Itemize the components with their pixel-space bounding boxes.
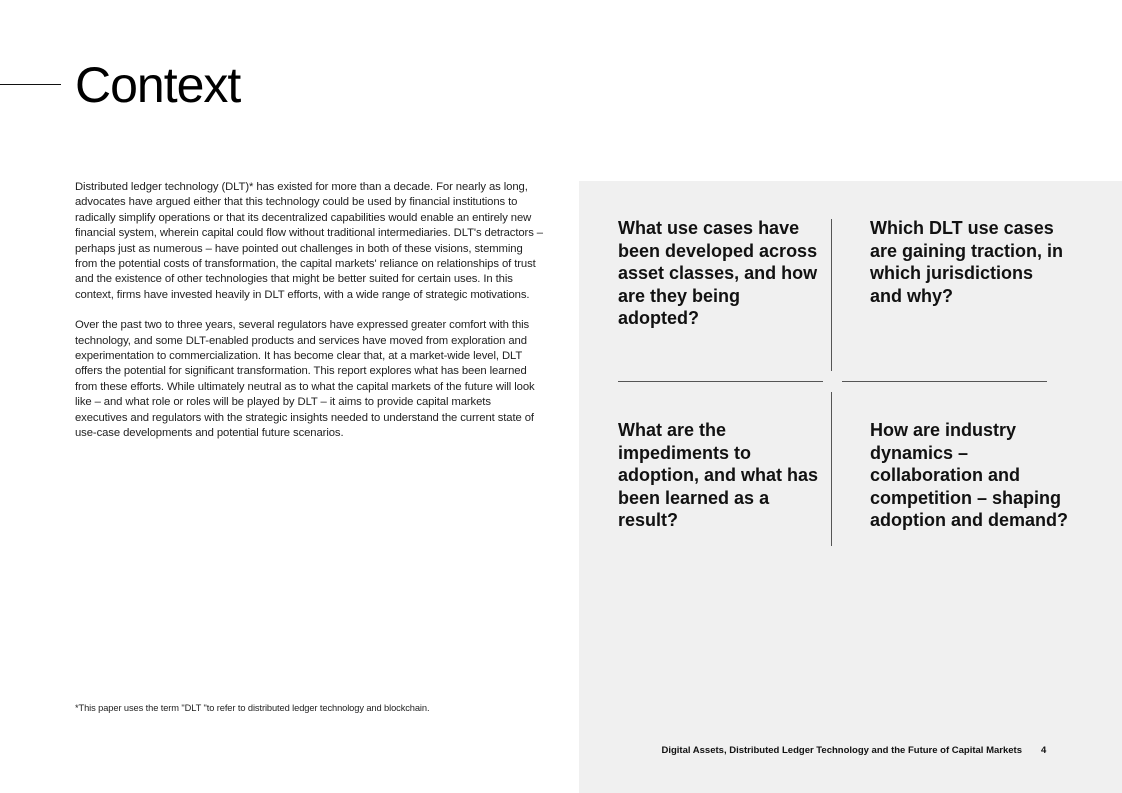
horizontal-divider-left <box>618 381 823 382</box>
body-paragraph-2: Over the past two to three years, several regulators have expressed greater comfort with this technology, and some DLT-enabled products and services have moved from exploration and experimentation to commercialization. It has become clear that, at a market-wide level, DLT offers the potential for significant transformation. This report explores what has been learned from these efforts. While ultimately neutral as to what the capital markets of the future will look like – and what role or roles will be played by DLT – it aims to provide capital markets executives and regulators with the strategic insights needed to understand the current state of use-case developments and potential future scenarios. <box>75 319 535 440</box>
question-traction: Which DLT use cases are gaining traction, in which jurisdictions and why? <box>870 218 1064 306</box>
question-impediments: What are the impediments to adoption, and what has been learned as a result? <box>618 420 819 530</box>
page-title: Context <box>75 57 241 113</box>
body-text <box>75 180 545 457</box>
question-industry-dynamics: How are industry dynamics – collaboration and competition – shaping adoption and demand? <box>870 420 1068 530</box>
vertical-divider-bottom <box>831 392 832 546</box>
footnote: *This paper uses the term "DLT "to refer to distributed ledger technology and blockchain. <box>75 703 430 713</box>
question-use-cases: What use cases have been developed across asset classes, and how are they being adopted? <box>618 218 818 328</box>
horizontal-divider-right <box>842 381 1047 382</box>
footer-document-title: Digital Assets, Distributed Ledger Technology and the Future of Capital Markets <box>661 745 1022 756</box>
page-number: 4 <box>1041 745 1047 756</box>
body-paragraph-1: Distributed ledger technology (DLT)* has existed for more than a decade. For nearly as long, advocates have argued either that this technology could be used by financial institutions to radically simplify operations or that its decentralized capabilities would enable an entirely new financial system, wherein capital could flow without traditional intermediaries. DLT's detractors – perhaps just as numerous – have pointed out challenges in both of these visions, stemming from the potential costs of transformation, the capital markets' reliance on relationships of trust and the existence of other technologies that might be better suited for certain uses. In this context, firms have invested heavily in DLT efforts, with a wide range of strategic motivations. <box>75 181 543 301</box>
vertical-divider-top <box>831 219 832 371</box>
title-rule <box>0 84 61 85</box>
